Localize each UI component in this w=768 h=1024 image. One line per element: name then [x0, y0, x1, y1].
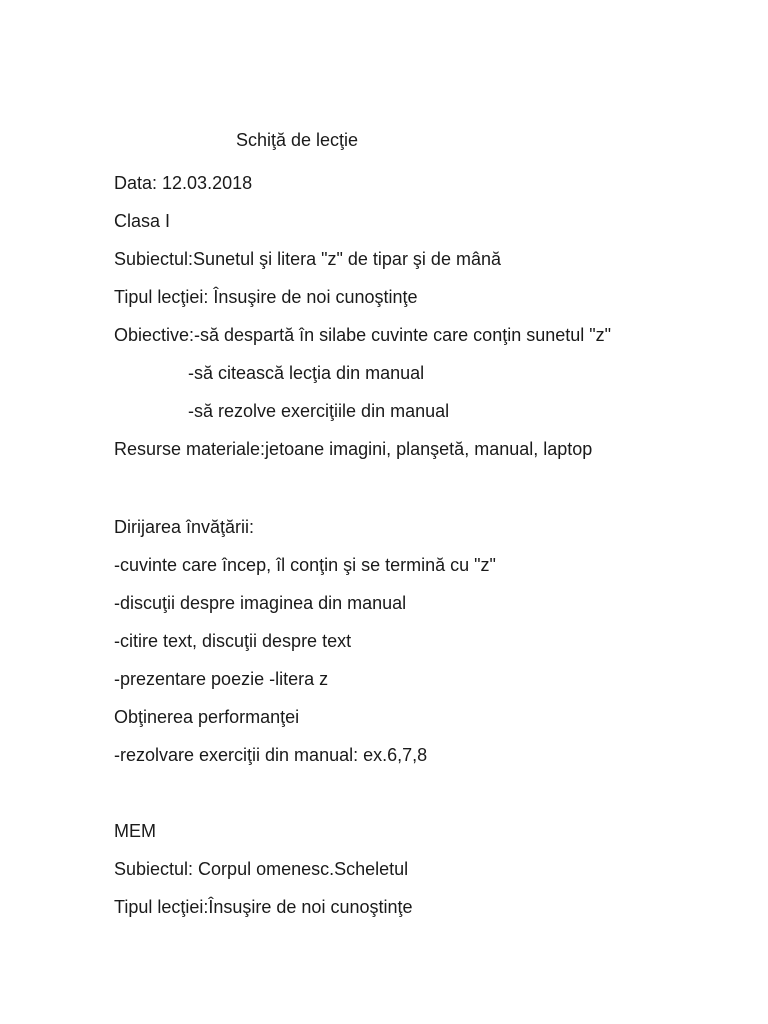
list-item: -cuvinte care încep, îl conţin şi se termină cu "z"	[114, 555, 496, 575]
list-item: -citire text, discuţii despre text	[114, 631, 352, 651]
lesson-type-line: Tipul lecţiei:Însuşire de noi cunoştinţe	[114, 897, 413, 917]
resources-line: Resurse materiale:jetoane imagini, planşetă, manual, laptop	[114, 439, 593, 459]
list-item: -prezentare poezie -litera z	[114, 669, 329, 689]
objective-item: -să citească lecţia din manual	[188, 363, 425, 383]
subject-line: Subiectul: Corpul omenesc.Scheletul	[114, 859, 409, 879]
objectives-line: Obiective:-să despartă în silabe cuvinte care conţin sunetul "z"	[114, 325, 612, 345]
date-line: Data: 12.03.2018	[114, 173, 253, 193]
list-item: -rezolvare exerciţii din manual: ex.6,7,8	[114, 745, 428, 765]
document-title: Schiţă de lecţie	[236, 130, 359, 150]
section-heading: Dirijarea învăţării:	[114, 517, 255, 537]
objective-item: -să rezolve exerciţiile din manual	[188, 401, 450, 421]
class-line: Clasa I	[114, 211, 171, 231]
section-heading: Obţinerea performanţei	[114, 707, 300, 727]
section-heading: MEM	[114, 821, 156, 841]
lesson-type-line: Tipul lecţiei: Însuşire de noi cunoştinţe	[114, 287, 418, 307]
list-item: -discuţii despre imaginea din manual	[114, 593, 407, 613]
subject-line: Subiectul:Sunetul şi litera "z" de tipar şi de mână	[114, 249, 501, 269]
